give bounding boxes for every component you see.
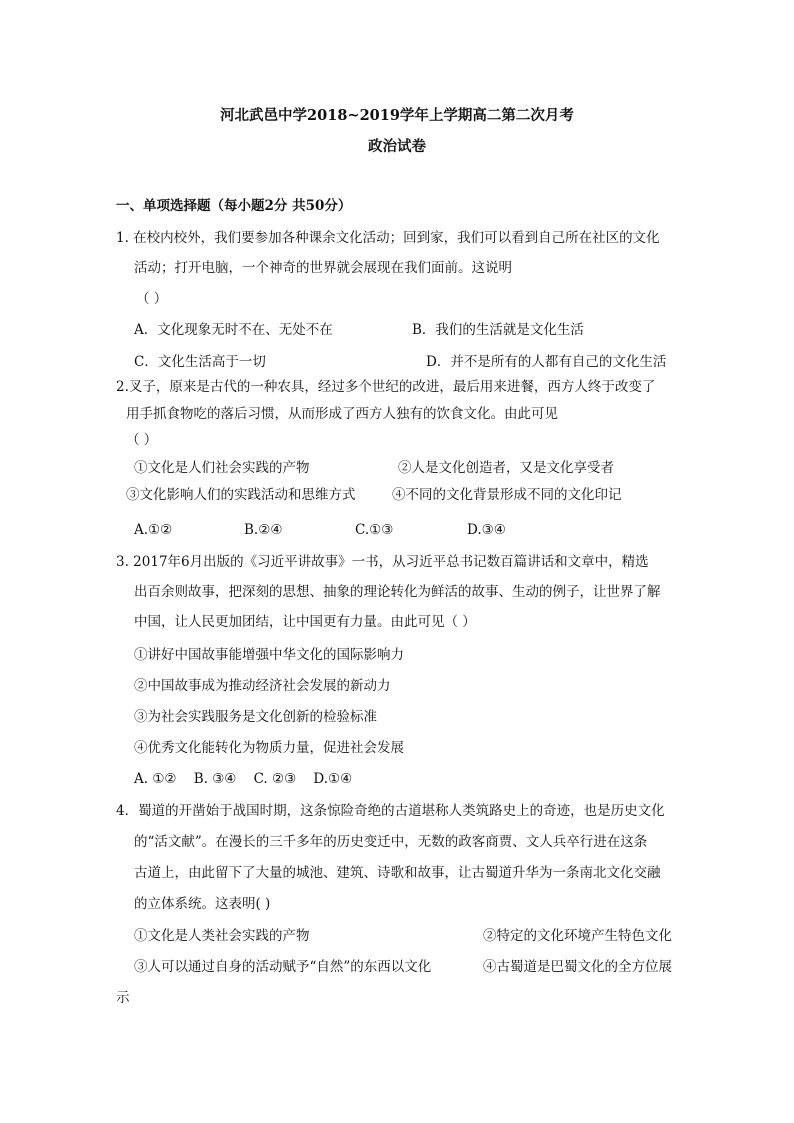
q4-stem-line2: 的“活文献”。在漫长的三千多年的历史变迁中，无数的政客商贾、文人兵卒行进在这条: [134, 834, 648, 850]
q2-stem-line2: 用手抓食物吃的落后习惯，从而形成了西方人独有的饮食文化。由此可见: [126, 406, 558, 422]
q3-stem-line3: 中国，让人民更加团结，让中国更有力量。由此可见（ ）: [134, 614, 476, 630]
q4-statement-4: ④古蜀道是巴蜀文化的全方位展: [483, 959, 672, 975]
q2-option-a: A.①②: [134, 522, 173, 538]
q2-statement-3: ③文化影响人们的实践活动和思维方式: [126, 487, 356, 503]
q2-statement-4: ④不同的文化背景形成不同的文化印记: [392, 487, 622, 503]
q4-statement-2: ②特定的文化环境产生特色文化: [483, 928, 672, 944]
q4-statement-4-continuation: 示: [116, 990, 130, 1006]
q2-option-b: B.②④: [244, 522, 283, 538]
q1-option-c: C．文化生活高于一切: [134, 354, 266, 370]
q3-options: A. ①② B. ③④ C. ②③ D.①④: [134, 771, 353, 787]
q2-statement-1: ①文化是人们社会实践的产物: [134, 460, 310, 476]
q1-answer-blank: （ ）: [136, 291, 168, 307]
q1-stem-line1: 1. 在校内校外，我们要参加各种课余文化活动；回到家，我们可以看到自己所在社区的文化: [116, 230, 660, 246]
q4-stem-line3: 古道上，由此留下了大量的城池、建筑、诗歌和故事，让古蜀道升华为一条南北文化交融: [134, 865, 661, 881]
q3-statement-2: ②中国故事成为推动经济社会发展的新动力: [134, 678, 391, 694]
q2-answer-blank: （ ）: [126, 432, 158, 448]
q2-statement-2: ②人是文化创造者，又是文化享受者: [398, 460, 614, 476]
q4-stem-line4: 的立体系统。这表明( ): [134, 896, 271, 912]
q3-statement-3: ③为社会实践服务是文化创新的检验标准: [134, 709, 377, 725]
q1-option-a: A．文化现象无时不在、无处不在: [134, 322, 333, 338]
q1-stem-line2: 活动；打开电脑，一个神奇的世界就会展现在我们面前。这说明: [134, 260, 512, 276]
q4-statement-3: ③人可以通过自身的活动赋予“自然”的东西以文化: [134, 959, 432, 975]
q2-option-c: C.①③: [355, 522, 394, 538]
q3-statement-4: ④优秀文化能转化为物质力量，促进社会发展: [134, 740, 404, 756]
q1-option-b: B．我们的生活就是文化生活: [412, 322, 584, 338]
q2-option-d: D.③④: [467, 522, 506, 538]
q4-stem-line1: 4．蜀道的开凿始于战国时期，这条惊险奇绝的古道堪称人类筑路史上的奇迹，也是历史文化: [116, 803, 665, 819]
q4-statement-1: ①文化是人类社会实践的产物: [134, 928, 310, 944]
q3-stem-line2: 出百余则故事，把深刻的思想、抽象的理论转化为鲜活的故事、生动的例子，让世界了解: [134, 584, 661, 600]
q2-stem-line1: 2.叉子，原来是古代的一种农具，经过多个世纪的改进，最后用来进餐，西方人终于改变了: [116, 379, 656, 395]
q3-statement-1: ①讲好中国故事能增强中华文化的国际影响力: [134, 647, 404, 663]
q1-option-d: D．并不是所有的人都有自己的文化生活: [426, 354, 667, 370]
section-heading: 一、单项选择题（每小题2分 共50分）: [116, 198, 352, 214]
exam-subtitle: 政治试卷: [368, 138, 426, 155]
q3-stem-line1: 3. 2017年6月出版的《习近平讲故事》一书，从习近平总书记数百篇讲话和文章中，精选: [116, 554, 649, 570]
exam-title: 河北武邑中学2018~2019学年上学期高二第二次月考: [220, 107, 574, 124]
